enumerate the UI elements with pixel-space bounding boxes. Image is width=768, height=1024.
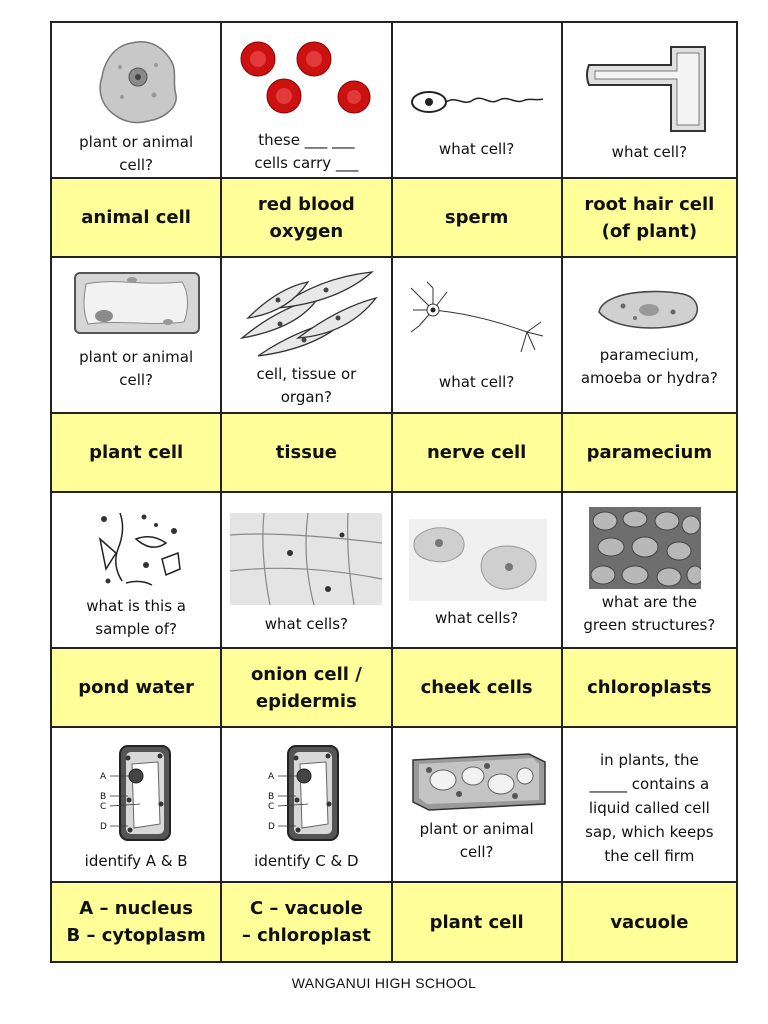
answer-text: paramecium	[586, 442, 713, 463]
diagram-label: C	[100, 802, 107, 812]
question-card	[563, 493, 736, 649]
answer-text: A – nucleus B – cytoplasm	[66, 898, 206, 946]
answer-text: animal cell	[81, 207, 191, 228]
question-card	[393, 493, 563, 649]
answer-card	[393, 883, 563, 961]
nerve-cell-icon	[407, 280, 547, 360]
cheek-cells-photo-icon	[409, 519, 547, 601]
footer-school-name: WANGANUI HIGH SCHOOL	[291, 975, 477, 991]
diagram-label: A	[268, 772, 275, 782]
question-card	[222, 258, 392, 414]
answer-card	[52, 414, 222, 493]
question-text: plant or animal cell?	[79, 133, 194, 174]
diagram-label: A	[100, 772, 107, 782]
plant-cell-icon	[72, 270, 202, 336]
question-card	[222, 23, 392, 179]
answer-text: tissue	[275, 442, 337, 463]
answer-card	[563, 414, 736, 493]
question-text: what are the green structures?	[583, 593, 716, 634]
answer-text: cheek cells	[420, 677, 533, 698]
answer-text: onion cell / epidermis	[250, 663, 362, 712]
question-text: in plants, the _____ contains a liquid called cell sap, which keeps the cell firm	[585, 751, 714, 865]
question-text: these ___ ___ cells carry ___	[254, 131, 359, 172]
answer-text: chloroplasts	[587, 677, 712, 698]
red-blood-cells-icon	[236, 39, 376, 119]
answer-card	[222, 179, 392, 258]
question-row-4	[52, 728, 736, 883]
question-card	[563, 258, 736, 414]
question-card	[393, 258, 563, 414]
answer-row-3	[52, 649, 736, 728]
question-card	[393, 23, 563, 179]
question-row-1	[52, 23, 736, 179]
answer-text: root hair cell (of plant)	[584, 193, 715, 242]
question-text: plant or animal cell?	[419, 820, 534, 861]
answer-text: C – vacuole – chloroplast	[241, 898, 371, 946]
answer-text: pond water	[78, 677, 194, 698]
paramecium-icon	[593, 286, 703, 332]
answer-card	[393, 649, 563, 728]
question-card	[222, 728, 392, 883]
labelled-plant-cell-icon	[268, 744, 348, 844]
root-hair-cell-icon	[583, 43, 713, 138]
question-text: plant or animal cell?	[79, 348, 194, 389]
question-text: what cells?	[435, 609, 519, 627]
sperm-cell-icon	[407, 87, 547, 117]
question-text: what is this a sample of?	[86, 597, 186, 638]
question-text: what cell?	[438, 140, 515, 158]
question-text: what cell?	[438, 373, 515, 391]
answer-card	[563, 649, 736, 728]
question-card	[52, 493, 222, 649]
answer-card	[222, 414, 392, 493]
question-card	[52, 258, 222, 414]
answer-text: red blood oxygen	[257, 193, 355, 242]
labelled-plant-cell-icon	[100, 744, 180, 844]
chloroplasts-photo-icon	[589, 507, 701, 589]
answer-row-2	[52, 414, 736, 493]
animal-cell-icon	[92, 37, 182, 127]
answer-text: nerve cell	[426, 442, 527, 463]
answer-card	[563, 883, 736, 961]
answer-card	[393, 414, 563, 493]
diagram-label: D	[100, 822, 107, 832]
question-text: what cells?	[264, 615, 348, 633]
question-text: paramecium, amoeba or hydra?	[580, 346, 718, 387]
answer-card	[393, 179, 563, 258]
answer-card	[563, 179, 736, 258]
question-row-2	[52, 258, 736, 414]
answer-card	[222, 649, 392, 728]
question-card	[222, 493, 392, 649]
answer-card	[222, 883, 392, 961]
question-text: cell, tissue or organ?	[256, 365, 357, 406]
question-card	[393, 728, 563, 883]
question-text: what cell?	[611, 143, 688, 161]
onion-cells-photo-icon	[230, 513, 382, 605]
question-text: identify C & D	[254, 852, 359, 870]
answer-row-4	[52, 883, 736, 961]
diagram-label: B	[100, 792, 107, 802]
question-card	[52, 23, 222, 179]
question-card	[52, 728, 222, 883]
answer-text: vacuole	[610, 911, 689, 933]
answer-text: plant cell	[89, 442, 184, 463]
pond-water-organisms-icon	[96, 509, 186, 591]
answer-card	[52, 179, 222, 258]
answer-text: plant cell	[429, 911, 524, 933]
question-row-3	[52, 493, 736, 649]
question-text: identify A & B	[84, 852, 188, 870]
answer-row-1	[52, 179, 736, 258]
diagram-label: D	[268, 822, 276, 832]
tissue-icon	[238, 268, 378, 360]
diagram-label: C	[268, 802, 275, 812]
flashcard-grid	[50, 21, 738, 963]
plant-cell-3d-icon	[409, 748, 549, 814]
answer-card	[52, 649, 222, 728]
diagram-label: B	[268, 792, 275, 802]
question-card	[563, 728, 736, 883]
answer-card	[52, 883, 222, 961]
answer-text: sperm	[444, 207, 509, 228]
question-card	[563, 23, 736, 179]
